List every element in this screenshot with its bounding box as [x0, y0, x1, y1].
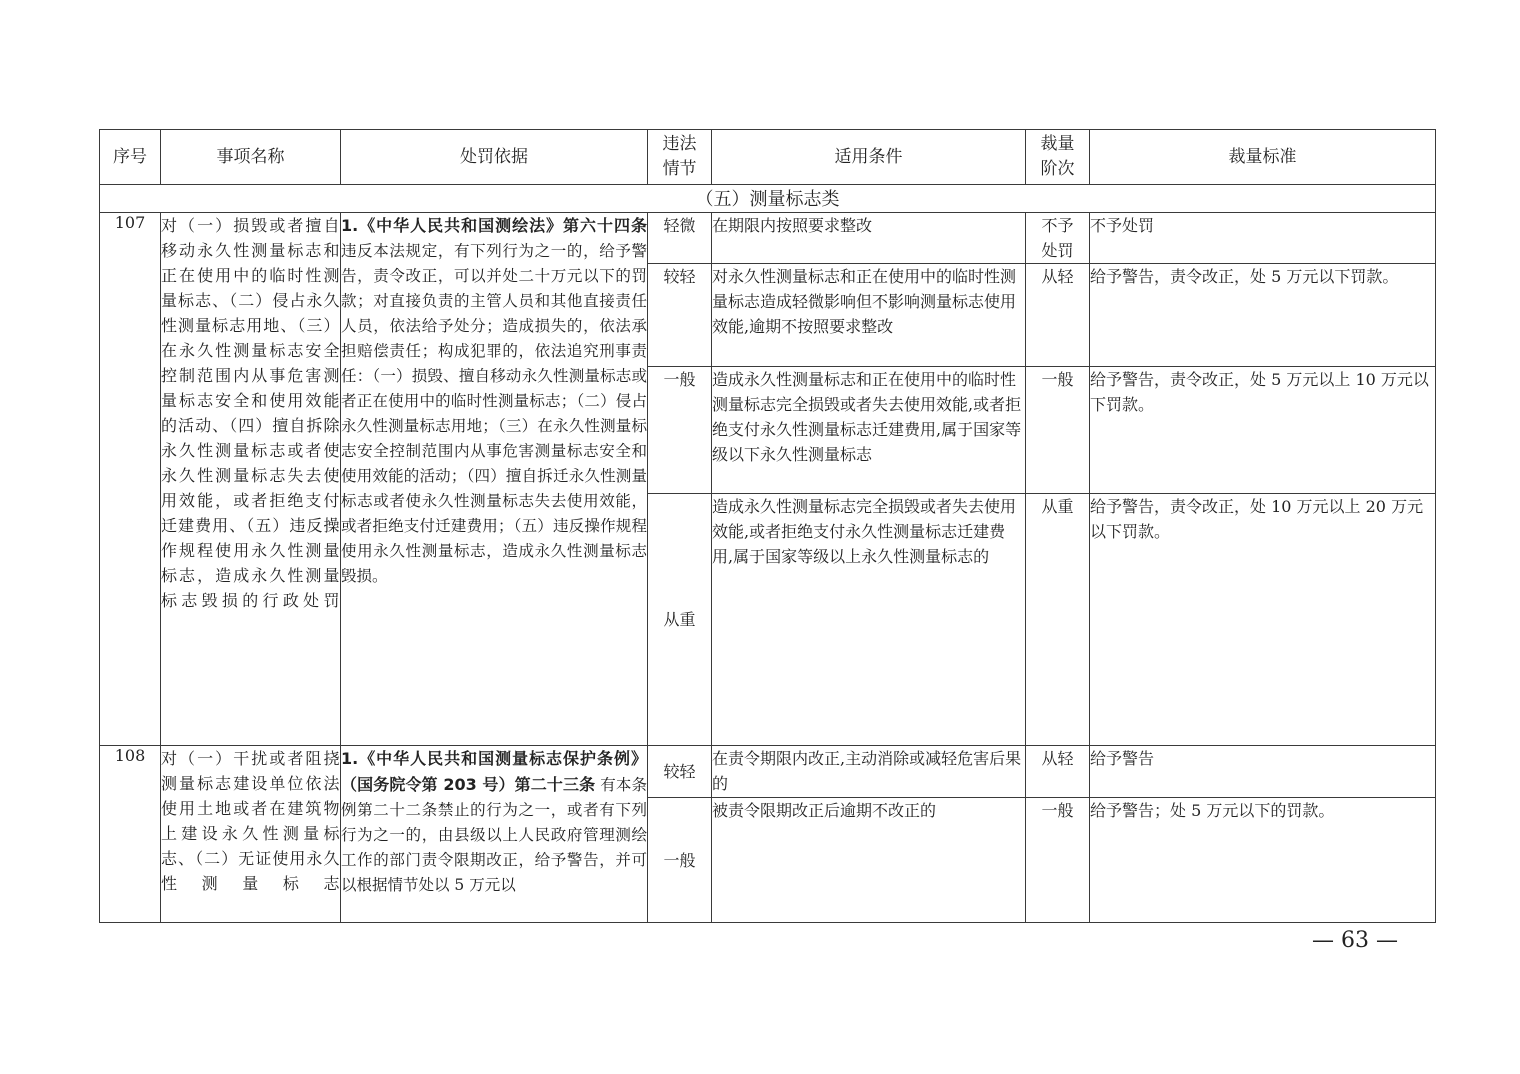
row-number: 107 [100, 213, 161, 746]
header-row [100, 130, 1436, 185]
table-row [100, 213, 1436, 264]
discretion-standard: 给予警告；处 5 万元以下的罚款。 [1090, 798, 1436, 923]
discretion-standard: 不予处罚 [1090, 213, 1436, 264]
row-number: 108 [100, 746, 161, 923]
header-circumstance: 违法 情节 [648, 130, 712, 185]
item-name: 对（一）损毁或者擅自移动永久性测量标志和正在使用中的临时性测量标志、（二）侵占永久性测量标志用地、（三）在永久性测量标志安全控制范围内从事危害测量标志安全和使用效能的活动、（四）擅自拆除永久性测量标志或者使永久性测量标志失去使用效能，或者拒绝支付迁建费用、（五）违反操作规程使用永久性测量标志，造成永久性测量标志毁损的行政处罚 [161, 213, 341, 746]
penalty-discretion-table [99, 129, 1436, 923]
section-row [100, 185, 1436, 213]
circumstance: 轻微 [648, 213, 712, 264]
law-title: 1.《中华人民共和国测量标志保护条例》（国务院令第 203 号）第二十三条 [341, 749, 647, 794]
condition: 被责令限期改正后逾期不改正的 [712, 798, 1026, 923]
discretion-level: 从重 [1026, 494, 1090, 746]
item-name: 对（一）干扰或者阻挠测量标志建设单位依法使用土地或者在建筑物上建设永久性测量标志、（二）无证使用永久性测量标志 [161, 746, 341, 923]
discretion-level: 从轻 [1026, 746, 1090, 798]
discretion-level: 从轻 [1026, 264, 1090, 367]
circumstance: 从重 [648, 494, 712, 746]
circumstance: 较轻 [648, 264, 712, 367]
section-title: （五）测量标志类 [100, 185, 1436, 213]
condition: 造成永久性测量标志和正在使用中的临时性测量标志完全损毁或者失去使用效能,或者拒绝支付永久性测量标志迁建费用,属于国家等级以下永久性测量标志 [712, 367, 1026, 494]
law-text: 违反本法规定，有下列行为之一的，给予警告，责令改正，可以并处二十万元以下的罚款；对直接负责的主管人员和其他直接责任人员，依法给予处分；造成损失的，依法承担赔偿责任；构成犯罪的，依法追究刑事责任：（一）损毁、擅自移动永久性测量标志或者正在使用中的临时性测量标志；（二）侵占永久性测量标志用地；（三）在永久性测量标志安全控制范围内从事危害测量标志安全和使用效能的活动；（四）擅自拆迁永久性测量标志或者使永久性测量标志失去使用效能，或者拒绝支付迁建费用；（五）违反操作规程使用永久性测量标志，造成永久性测量标志毁损。 [341, 242, 647, 585]
header-number: 序号 [100, 130, 161, 185]
page-number: — 63 — [1312, 928, 1398, 953]
header-item-name: 事项名称 [161, 130, 341, 185]
discretion-level: 不予 处罚 [1026, 213, 1090, 264]
discretion-level: 一般 [1026, 367, 1090, 494]
header-basis: 处罚依据 [341, 130, 648, 185]
discretion-standard: 给予警告 [1090, 746, 1436, 798]
condition: 在期限内按照要求整改 [712, 213, 1026, 264]
law-text: 有本条例第二十二条禁止的行为之一，或者有下列行为之一的，由县级以上人民政府管理测绘工作的部门责令限期改正，给予警告，并可以根据情节处以 5 万元以 [341, 776, 647, 894]
discretion-standard: 给予警告，责令改正，处 5 万元以上 10 万元以下罚款。 [1090, 367, 1436, 494]
penalty-basis [341, 746, 648, 923]
condition: 对永久性测量标志和正在使用中的临时性测量标志造成轻微影响但不影响测量标志使用效能,逾期不按照要求整改 [712, 264, 1026, 367]
discretion-level: 一般 [1026, 798, 1090, 923]
condition: 造成永久性测量标志完全损毁或者失去使用效能,或者拒绝支付永久性测量标志迁建费用,属于国家等级以上永久性测量标志的 [712, 494, 1026, 746]
circumstance: 一般 [648, 798, 712, 923]
circumstance: 一般 [648, 367, 712, 494]
header-condition: 适用条件 [712, 130, 1026, 185]
circumstance: 较轻 [648, 746, 712, 798]
discretion-standard: 给予警告，责令改正，处 10 万元以上 20 万元以下罚款。 [1090, 494, 1436, 746]
table-row [100, 746, 1436, 798]
penalty-basis [341, 213, 648, 746]
law-title: 1.《中华人民共和国测绘法》第六十四条 [341, 216, 647, 235]
condition: 在责令期限内改正,主动消除或减轻危害后果的 [712, 746, 1026, 798]
discretion-standard: 给予警告，责令改正，处 5 万元以下罚款。 [1090, 264, 1436, 367]
header-level: 裁量 阶次 [1026, 130, 1090, 185]
header-standard: 裁量标准 [1090, 130, 1436, 185]
